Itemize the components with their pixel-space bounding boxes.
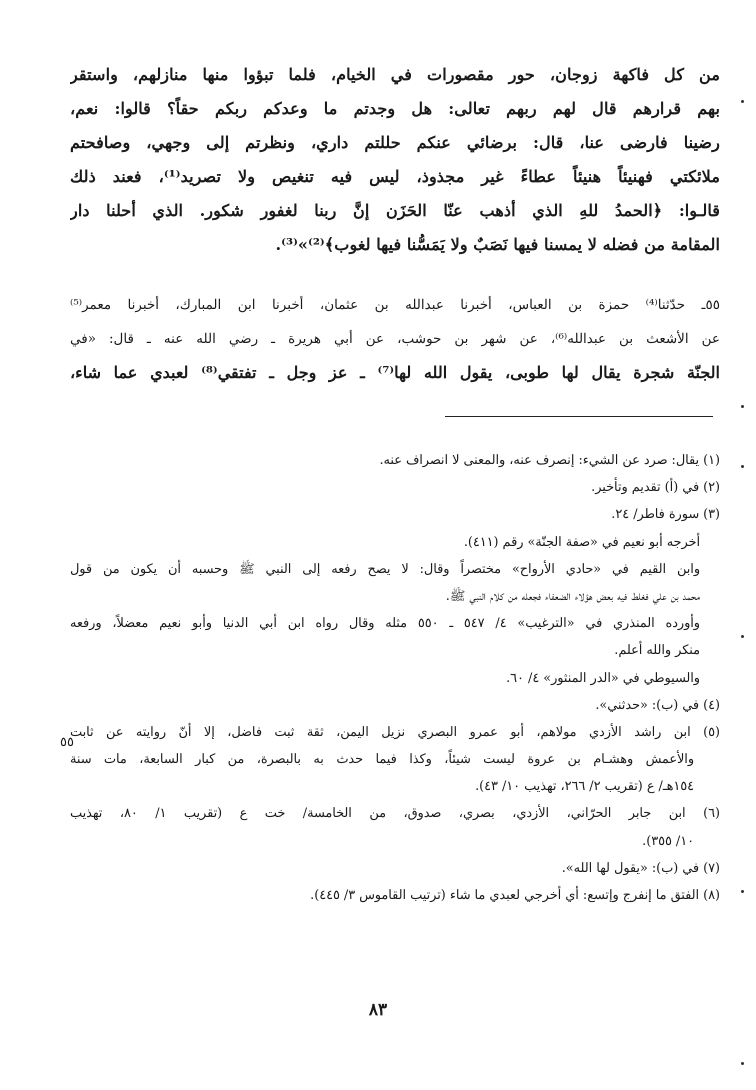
footnote-line: وابن القيم في «حادي الأرواح» مختصراً وقال: لا يصح رفعه إلى النبي ﷺ وحسبه أن يكون من قول: [70, 561, 700, 577]
margin-dot: [741, 405, 744, 408]
footnote-line: منكر والله أعلم.: [614, 643, 700, 659]
margin-dot: [741, 890, 744, 893]
main-text-line: بهم قرارهم قال لهم ربهم تعالى: هل وجدتم ما وعدكم ربكم حقاً؟ قالوا: نعم،: [70, 99, 720, 118]
footnote-line: (٣) سورة فاطر/ ٢٤.: [611, 507, 720, 523]
margin-dot: [741, 1062, 744, 1065]
footnote-line: (٤) في (ب): «حدثني».: [595, 697, 720, 713]
footnote-line: (٧) في (ب): «يقول لها الله».: [561, 860, 720, 876]
footnote-line: (٨) الفتق ما إنفرج وإتسع: أي أخرجي لعبدي ما شاء (ترتيب القاموس ٣/ ٤٤٥).: [310, 888, 720, 903]
footnote-line: أخرجه أبو نعيم في «صفة الجنّة» رقم (٤١١).: [463, 534, 700, 550]
footnote-line: (٢) في (أ) تقديم وتأخير.: [591, 480, 720, 496]
hadith-block: [70, 288, 720, 390]
margin-dot: [741, 465, 744, 468]
footnote-line: ١٥٤هـ/ ع (تقريب ٢/ ٢٦٦، تهذيب ١٠/ ٤٣).: [475, 779, 694, 795]
footnote-line: (٥) ابن راشد الأزدي مولاهم، أبو عمرو البصري نزيل اليمن، ثقة ثبت فاضل، إلا أنّ روايته عن ثابت: [70, 724, 720, 740]
footnote-line: وأورده المنذري في «الترغيب» ٤/ ٥٤٧ ـ ٥٥٠ مثله وقال رواه ابن أبي الدنيا وأبو نعيم معضلاً، ورفعه: [70, 616, 700, 632]
footnotes-block: [70, 447, 720, 909]
footnote-line: والسيوطي في «الدر المنثور» ٤/ ٦٠.: [506, 670, 700, 686]
footnote-separator: [445, 416, 713, 417]
hadith-line: ٥٥ـ حدّثنا⁽⁴⁾ حمزة بن العباس، أخبرنا عبدالله بن عثمان، أخبرنا ابن المبارك، أخبرنا معمر⁽⁵⁾: [70, 297, 720, 313]
margin-dot: [741, 635, 744, 638]
main-text-line: قالـوا: ﴿الحمدُ للهِ الذي أذهب عنّا الحَزَن إنَّ ربنا لغفور شكور. الذي أحلنا دار: [70, 201, 720, 220]
main-text-line: من كل فاكهة زوجان، حور مقصورات في الخيام، فلما تبؤوا منها منازلهم، واستقر: [70, 65, 720, 84]
margin-hadith-number: ٥٥: [60, 735, 74, 750]
main-text-line: رضينا فارضى عنا، قال: برضائي عنكم حللتم داري، ونظرتم إلى وجهي، وصافحتم: [70, 133, 720, 152]
hadith-line: الجنّة شجرة يقال لها طوبى، يقول الله لها⁽⁷⁾ ـ عز وجل ـ تفتقي⁽⁸⁾ لعبدي عما شاء،: [70, 363, 720, 382]
footnote-line: (٦) ابن جابر الحرّاني، الأزدي، بصري، صدوق، من الخامسة/ خت ع (تقريب ١/ ٨٠، تهذيب: [70, 806, 720, 822]
footnote-line: والأعمش وهشـام بن عروة ليست شيئاً، وكذا فيما حدث به بالبصرة، من كبار السابعة، مات سنة: [70, 752, 694, 768]
footnote-line: (١) يقال: صرد عن الشيء: إنصرف عنه، والمعنى لا انصراف عنه.: [379, 453, 720, 468]
main-text-line: المقامة من فضله لا يمسنا فيها نَصَبٌ ولا يَمَسُّنا فيها لغوب﴾⁽²⁾»⁽³⁾.: [275, 235, 720, 254]
main-text-line: ملائكتي فهنيئاً هنيئاً عطاءً غير مجذوذ، ليس فيه تنغيص ولا تصريد⁽¹⁾، فعند ذلك: [70, 167, 720, 186]
hadith-line: عن الأشعث بن عبدالله⁽⁶⁾، عن شهر بن حوشب، عن أبي هريرة ـ رضي الله عنه ـ قال: «في: [70, 331, 720, 347]
page-number: ٨٣: [368, 1000, 388, 1020]
footnote-line: ١٠/ ٣٥٥).: [642, 833, 694, 849]
margin-dot: [741, 100, 744, 103]
footnote-line: محمد بن علي فغلط فيه بعض هؤلاء الضعفاء فجعله من كلام النبي ﷺ.: [445, 588, 700, 604]
main-text-block: [70, 58, 720, 262]
